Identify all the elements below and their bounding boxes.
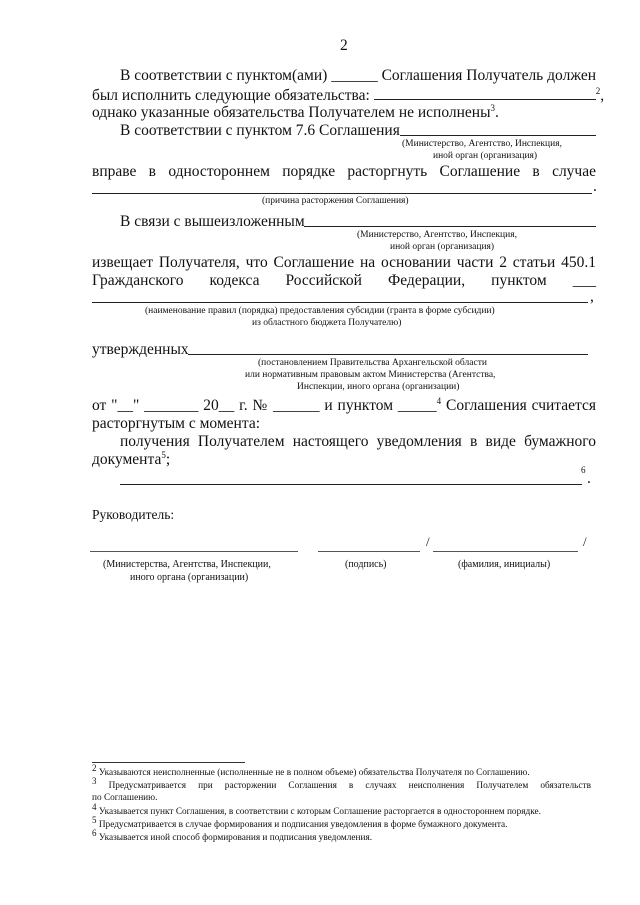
footnote-3-cont: по Соглашению. xyxy=(92,793,158,803)
option1-line1: получения Получателем настоящего уведомления в виде бумажного xyxy=(120,433,596,450)
footnote-2-num: 2 xyxy=(92,762,97,773)
para2-line2: вправе в одностороннем порядке расторгнуть Соглашение в случае xyxy=(92,163,596,180)
para1-line3 xyxy=(92,104,499,122)
para5-line1 xyxy=(92,397,596,415)
para5-line1-wrap xyxy=(92,397,596,415)
signature-sign-line[interactable] xyxy=(318,551,420,552)
para1-line2-text: был исполнить следующие обязательства: xyxy=(92,87,374,104)
para5-line1-a: от "__" _______ 20__ г. № ______ и пунктом _____ xyxy=(92,397,437,414)
option1-line2 xyxy=(92,451,170,469)
footnote-ref-4: 4 xyxy=(436,395,442,406)
footnote-5-text: Предусматривается в случае формирования и подписания уведомления в форме бумажного документа. xyxy=(98,820,508,830)
footnote-4-num: 4 xyxy=(92,801,97,812)
footnote-2 xyxy=(92,762,530,779)
para3-line3-text: Гражданского кодекса Российской Федерации, пунктом ___ xyxy=(92,272,596,289)
approval-act-blank[interactable] xyxy=(188,354,588,355)
footnote-ref-5: 5 xyxy=(161,449,166,460)
ministry-blank-1[interactable] xyxy=(400,135,596,136)
footnote-ref-6: 6 xyxy=(581,465,586,475)
option2-end: . xyxy=(587,470,591,487)
signature-label: Руководитель: xyxy=(92,507,175,522)
footnote-3-wrap xyxy=(92,775,591,792)
footnote-5 xyxy=(92,814,508,831)
para4-lead: утвержденных xyxy=(92,341,189,358)
obligations-blank[interactable] xyxy=(374,86,596,100)
footnote-3 xyxy=(92,775,591,792)
para1-line2 xyxy=(92,86,604,105)
signature-org-line[interactable] xyxy=(90,551,298,552)
footnote-5-num: 5 xyxy=(92,814,97,825)
signature-sign-caption: (подпись) xyxy=(345,559,387,570)
para1-line3-period: . xyxy=(495,104,499,121)
footnote-3-num: 3 xyxy=(92,775,97,786)
signature-slash-2: / xyxy=(583,534,587,549)
footnote-4-text: Указывается пункт Соглашения, в соответствии с которым Соглашение расторгается в одностороннем порядке. xyxy=(98,807,541,817)
ministry-caption-2a: (Министерство, Агентство, Инспекция, xyxy=(357,230,517,240)
ministry-caption-1b: иной орган (организация) xyxy=(433,151,538,161)
footnote-6-text: Указывается иной способ формирования и подписания уведомления. xyxy=(98,833,373,843)
para5-line1-b: Соглашения считается xyxy=(441,397,596,414)
para2-lead: В соответствии с пунктом 7.6 Соглашения xyxy=(120,122,400,139)
para2-end: . xyxy=(593,178,597,195)
page-number: 2 xyxy=(340,37,348,54)
footnote-2-text: Указываются неисполненные (исполненные не в полном объеме) обязательства Получателя по Соглашению. xyxy=(98,768,530,778)
signature-org-caption-2: иного органа (организации) xyxy=(130,572,249,583)
signature-slash-1: / xyxy=(426,534,430,549)
para1-line2-comma: , xyxy=(600,87,605,104)
footnote-6 xyxy=(92,827,373,844)
para1-line3-text: однако указанные обязательства Получателем не исполнены xyxy=(92,104,491,121)
footnote-separator xyxy=(92,762,245,763)
ministry-caption-1a: (Министерство, Агентство, Инспекция, xyxy=(402,139,562,149)
para3-lead: В связи с вышеизложенным xyxy=(120,213,305,230)
footnote-6-num: 6 xyxy=(92,827,97,838)
para1-line1: В соответствии с пунктом(ами) ______ Соглашения Получатель должен xyxy=(120,67,596,84)
ministry-blank-2[interactable] xyxy=(304,226,596,227)
rules-caption-2: из областного бюджета Получателю) xyxy=(252,318,402,328)
approval-caption-3: Инспекции, иного органа (организации) xyxy=(297,382,460,392)
rules-caption-1: (наименование правил (порядка) предоставления субсидии (гранта в форме субсидии) xyxy=(145,306,495,316)
footnote-4 xyxy=(92,801,541,818)
para5-line2: расторгнутым с момента: xyxy=(92,415,261,432)
signature-name-line[interactable] xyxy=(433,551,578,552)
option1-line2-text: документа xyxy=(92,451,162,468)
other-method-blank[interactable] xyxy=(120,484,582,485)
reason-caption: (причина расторжения Соглашения) xyxy=(262,196,409,206)
approval-caption-2: или нормативным правовым актом Министерства (Агентства, xyxy=(245,370,496,380)
para3-line2: извещает Получателя, что Соглашение на основании части 2 статьи 450.1 xyxy=(92,254,596,271)
signature-org-caption-1: (Министерства, Агентства, Инспекции, xyxy=(103,559,271,570)
rules-blank[interactable] xyxy=(92,302,588,303)
para3-line3 xyxy=(92,272,596,290)
option1-end: ; xyxy=(165,451,171,468)
approval-caption-1: (постановлением Правительства Архангельской области xyxy=(258,358,487,368)
ministry-caption-2b: иной орган (организация) xyxy=(390,242,495,252)
signature-name-caption: (фамилия, инициалы) xyxy=(458,559,551,570)
para3-end: , xyxy=(590,288,594,305)
footnote-ref-3: 3 xyxy=(490,102,496,113)
reason-blank[interactable] xyxy=(92,193,592,194)
footnote-3-text: Предусматривается при расторжении Соглашения в случаях неисполнения Получателем обязательств xyxy=(108,781,591,791)
footnote-ref-2: 2 xyxy=(595,85,601,96)
